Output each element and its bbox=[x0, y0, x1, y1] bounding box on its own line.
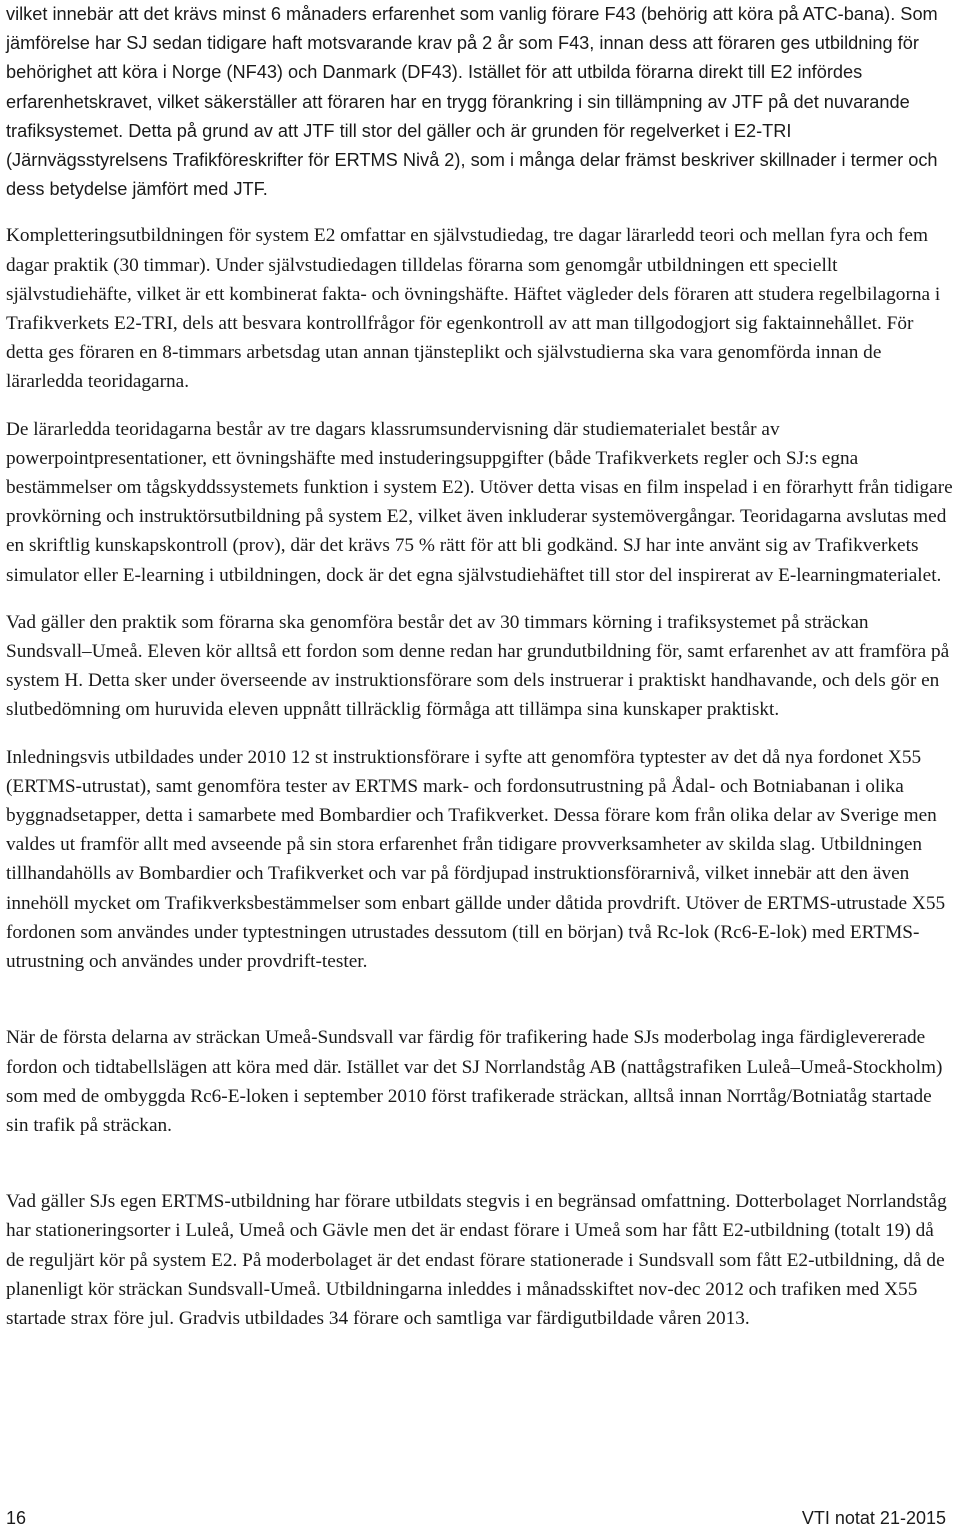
document-body bbox=[6, 0, 954, 1333]
paragraph-5: Inledningsvis utbildades under 2010 12 st instruktionsförare i syfte att genomföra typtester av det då nya fordonet X55 (ERTMS-utrustat), samt genomföra tester av ERTMS mark- och fordonsutrustning på Ådal- och Botniabanan i olika byggnadsetapper, detta i samarbete med Bombardier och Trafikverket. Dessa förare kom från olika delar av Sverige men valdes ut framför allt med avseende på sin stora erfarenhet från tidigare provverksamheter av skilda slag. Utbildningen tillhandahölls av Bombardier och Trafikverket och var på fördjupad instruktionsförarnivå, vilket innebär att den även innehöll mycket om Trafikverksbestämmelser som enbart gällde under dåtida provdrift. Utöver de ERTMS-utrustade X55 fordonen som användes under typtestningen utrustades dessutom (till en början) två Rc-lok (Rc6-E-lok) med ERTMS-utrustning och användes under provdrift-tester. bbox=[6, 746, 946, 973]
paragraph-1: vilket innebär att det krävs minst 6 månaders erfarenhet som vanlig förare F43 (behörig att köra på ATC-bana). Som jämförelse har SJ sedan tidigare haft motsvarande krav på 2 år som F43, innan dess att föraren ges utbildning för behörighet att köra i Norge (NF43) och Danmark (DF43). Istället för att utbilda förarna direkt till E2 infördes erfarenhetskravet, vilket säkerställer att föraren har en trygg förankring i sin tillämpning av JTF på det nuvarande trafiksystemet. Detta på grund av att JTF till stor del gäller och är grunden för regelverket i E2-TRI (Järnvägsstyrelsens Trafikföreskrifter för ERTMS Nivå 2), som i många delar främst beskriver skillnader i termer och dess betydelse jämfört med JTF. bbox=[6, 4, 938, 200]
publication-id: VTI notat 21-2015 bbox=[801, 1508, 946, 1528]
page-footer bbox=[6, 1508, 946, 1532]
paragraph-6: När de första delarna av sträckan Umeå-Sundsvall var färdig för trafikering hade SJs moderbolag inga färdiglevererade fordon och tidtabellslägen att köra med där. Istället var det SJ Norrlandståg AB (nattågstrafiken Luleå–Umeå-Stockholm) som med de ombyggda Rc6-E-loken i september 2010 först trafikerade sträckan, alltså innan Norrtåg/Botniatåg startade sin trafik på sträckan. bbox=[6, 1027, 943, 1136]
page-number: 16 bbox=[6, 1508, 27, 1528]
paragraph-4: Vad gäller den praktik som förarna ska genomföra består det av 30 timmars körning i trafiksystemet på sträckan Sundsvall–Umeå. Eleven kör alltså ett fordon som denne redan har grundutbildning för, samt erfarenhet av att framföra på system H. Detta sker under överseende av instruktionsförare som dels instruerar i praktiskt handhavande, och dels gör en slutbedömning om huruvida eleven uppnått tillräcklig förmåga att tillämpa sina kunskaper praktiskt. bbox=[6, 611, 950, 721]
paragraph-7: Vad gäller SJs egen ERTMS-utbildning har förare utbildats stegvis i en begränsad omfattning. Dotterbolaget Norrlandståg har stationeringsorter i Luleå, Umeå och Gävle men det är endast förare i Umeå som har fått E2-utbildning (totalt 19) då de reguljärt kör på system E2. På moderbolaget är det endast förare stationerade i Sundsvall som fått E2-utbildning, då de planenligt kör sträckan Sundsvall-Umeå. Utbildningarna inleddes i månadsskiftet nov-dec 2012 och trafiken med X55 startade strax före jul. Gradvis utbildades 34 förare och samtliga var färdigutbildade våren 2013. bbox=[6, 1191, 947, 1329]
paragraph-2: Kompletteringsutbildningen för system E2 omfattar en självstudiedag, tre dagar lärarledd teori och mellan fyra och fem dagar praktik (30 timmar). Under självstudiedagen tilldelas förarna som genomgår utbildningen ett speciellt självstudiehäfte, vilket är ett kombinerat fakta- och övningshäfte. Häftet vägleder dels föraren att studera regelbilagorna i Trafikverkets E2-TRI, dels att besvara kontrollfrågor för egenkontroll av att man tillgodogjort sig faktainnehållet. För detta ges föraren en 8-timmars arbetsdag utan annan tjänsteplikt och självstudierna ska vara genomförda innan de lärarledda teoridagarna. bbox=[6, 225, 941, 393]
paragraph-3: De lärarledda teoridagarna består av tre dagars klassrumsundervisning där studiematerialet består av powerpointpresentationer, ett övningshäfte med instuderingsuppgifter (både Trafikverkets regler och SJ:s egna bestämmelser om tågskyddssystemets funktion i system E2). Utöver detta visas en film inspelad i en förarhytt från tidigare provkörning och instruktörsutbildning på system E2, vilket även inkluderar systemövergångar. Teoridagarna avslutas med en skriftlig kunskapskontroll (prov), där det krävs 75 % rätt för att bli godkänd. SJ har inte använt sig av Trafikverkets simulator eller E-learning i utbildningen, dock är det egna självstudiehäftet till stor del inspirerat av E-learningmaterialet. bbox=[6, 418, 953, 586]
